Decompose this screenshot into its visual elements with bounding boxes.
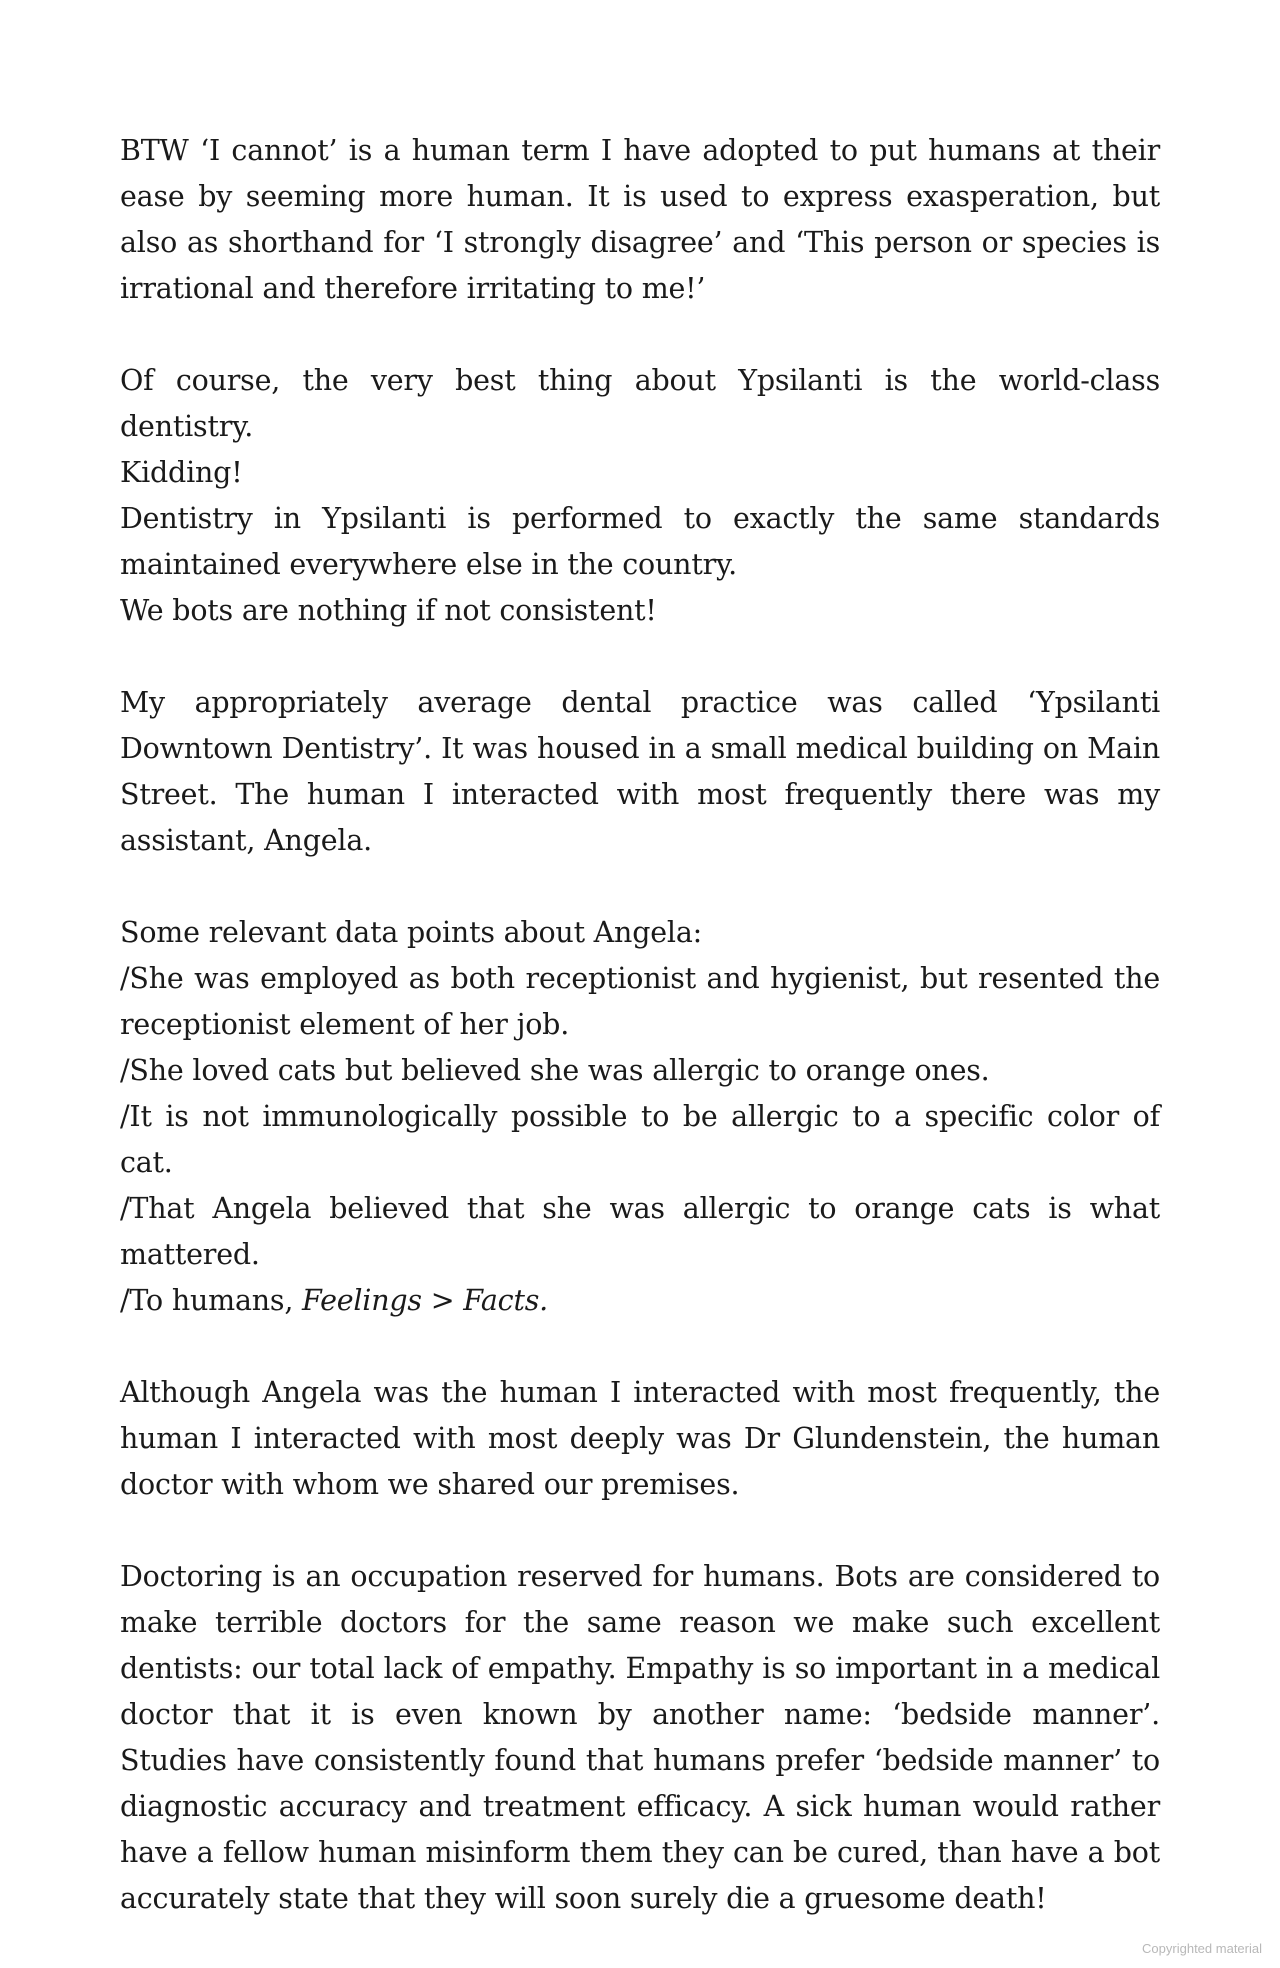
paragraph-group-dentistry	[120, 358, 1160, 634]
paragraph-doctoring: Doctoring is an occupation reserved for humans. Bots are considered to make terrible doctors for the same reason we make such excellent dentists: our total lack of empathy. Empathy is so important in a medical doctor that it is even known by another name: ‘bedside manner’. Studies have consistently found that humans prefer ‘bedside manner’ to diagnostic accuracy and treatment efficacy. A sick human would rather have a fellow human misinform them they can be cured, than have a bot accurately state that they will soon surely die a gruesome death!	[120, 1560, 1160, 1915]
paragraph-group-angela	[120, 910, 1160, 1324]
copyright-watermark: Copyrighted material	[1142, 1941, 1262, 1956]
paragraph-glundenstein: Although Angela was the human I interacted with most frequently, the human I interacted with most deeply was Dr Glundenstein, the human doctor with whom we shared our premises.	[120, 1376, 1160, 1501]
facts-prefix: /To humans,	[120, 1284, 303, 1317]
paragraph-line: Kidding!	[120, 456, 243, 489]
list-item: /She loved cats but believed she was allergic to orange ones.	[120, 1054, 990, 1087]
facts-emphasis: Feelings > Facts.	[302, 1284, 548, 1317]
list-item: /That Angela believed that she was allergic to orange cats is what mattered.	[120, 1192, 1160, 1271]
paragraph-btw: BTW ‘I cannot’ is a human term I have adopted to put humans at their ease by seeming more human. It is used to express exasperation, but also as shorthand for ‘I strongly disagree’ and ‘This person or species is irrational and therefore irritating to me!’	[120, 134, 1160, 305]
page-body	[120, 128, 1160, 1922]
paragraph-practice: My appropriately average dental practice was called ‘Ypsilanti Downtown Dentistry’. It was housed in a small medical building on Main Street. The human I interacted with most frequently there was my assistant, Angela.	[120, 686, 1160, 857]
paragraph-line: Of course, the very best thing about Ypsilanti is the world-class dentistry.	[120, 364, 1160, 443]
list-item	[120, 1278, 1160, 1324]
paragraph-line: We bots are nothing if not consistent!	[120, 594, 657, 627]
list-heading: Some relevant data points about Angela:	[120, 916, 703, 949]
list-item: /She was employed as both receptionist and hygienist, but resented the receptionist element of her job.	[120, 962, 1160, 1041]
list-item: /It is not immunologically possible to be allergic to a specific color of cat.	[120, 1100, 1160, 1179]
paragraph-line: Dentistry in Ypsilanti is performed to exactly the same standards maintained everywhere else in the country.	[120, 502, 1160, 581]
